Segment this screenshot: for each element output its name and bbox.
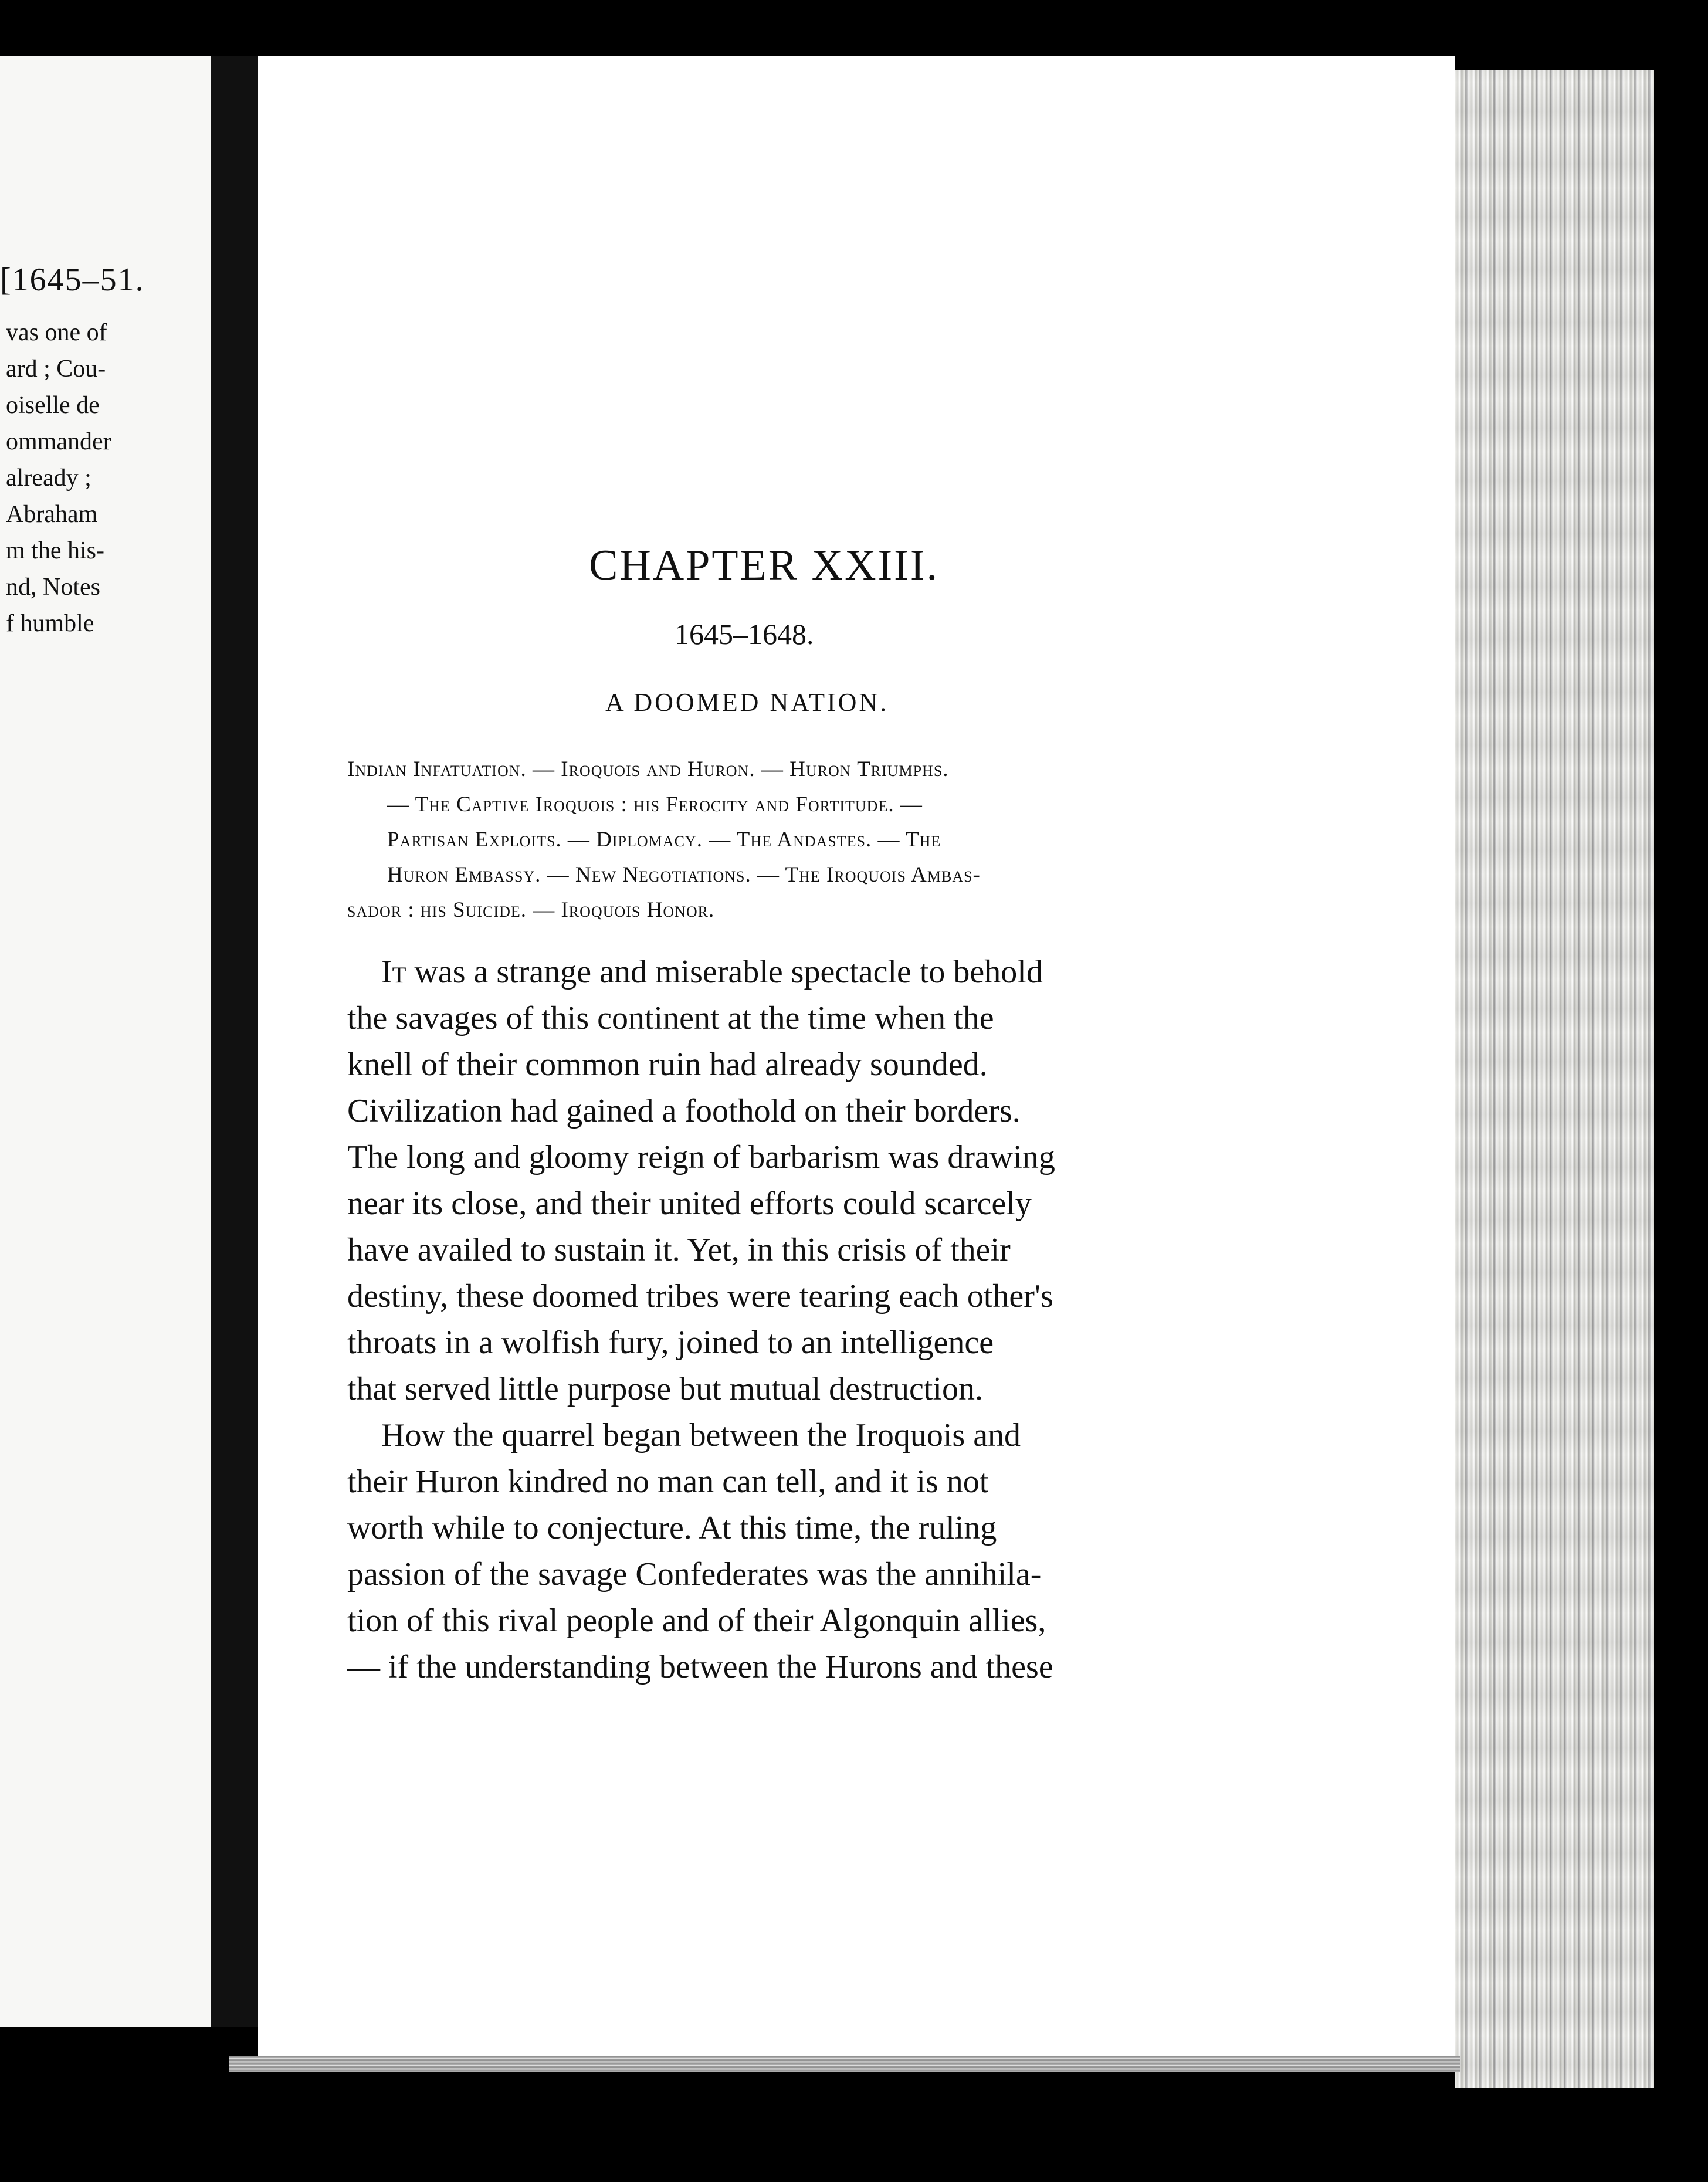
- body-line: — if the understanding between the Hurons and these: [347, 1649, 1053, 1685]
- facing-page-line: already ;: [6, 465, 92, 492]
- chapter-summary-line: Huron Embassy. — New Negotiations. — The Iroquois Ambas-: [387, 863, 981, 887]
- page-fore-edge-shading: [1455, 70, 1654, 2088]
- facing-page-line: ard ; Cou-: [6, 355, 106, 382]
- body-line: It was a strange and miserable spectacle to behold: [381, 954, 1043, 990]
- facing-page-line: f humble: [6, 610, 94, 637]
- body-line: their Huron kindred no man can tell, and it is not: [347, 1463, 989, 1500]
- body-line: that served little purpose but mutual destruction.: [347, 1371, 983, 1407]
- body-line: the savages of this continent at the time when the: [347, 1000, 994, 1036]
- chapter-summary-line: Indian Infatuation. — Iroquois and Huron. — Huron Triumphs.: [347, 757, 949, 781]
- body-line: knell of their common ruin had already sounded.: [347, 1046, 988, 1083]
- chapter-years: 1645–1648.: [675, 618, 814, 650]
- body-line: passion of the savage Confederates was the annihila-: [347, 1556, 1042, 1593]
- facing-page-line: oiselle de: [6, 392, 100, 419]
- body-line: worth while to conjecture. At this time, the ruling: [347, 1510, 997, 1546]
- chapter-heading: CHAPTER XXIII.: [589, 541, 939, 589]
- chapter-summary-line: Partisan Exploits. — Diplomacy. — The Andastes. — The: [387, 828, 941, 852]
- running-header: [1645–51.: [0, 262, 145, 298]
- body-line: destiny, these doomed tribes were tearing each other's: [347, 1278, 1053, 1314]
- facing-page-line: ommander: [6, 428, 111, 455]
- chapter-summary-line: sador : his Suicide. — Iroquois Honor.: [347, 898, 715, 922]
- chapter-summary-line: — The Captive Iroquois : his Ferocity and Fortitude. —: [387, 792, 923, 816]
- facing-page: [0, 56, 229, 2027]
- body-line: throats in a wolfish fury, joined to an intelligence: [347, 1324, 994, 1361]
- facing-page-line: nd, Notes: [6, 574, 100, 601]
- body-line: near its close, and their united efforts could scarcely: [347, 1185, 1032, 1222]
- body-line: Civilization had gained a foothold on their borders.: [347, 1093, 1021, 1129]
- body-line: How the quarrel began between the Iroquois and: [381, 1417, 1021, 1453]
- facing-page-line: m the his-: [6, 537, 104, 564]
- chapter-title: A DOOMED NATION.: [605, 688, 889, 717]
- body-line: The long and gloomy reign of barbarism was drawing: [347, 1139, 1055, 1175]
- body-first-word: It: [381, 954, 406, 990]
- book-gutter: [211, 56, 258, 2027]
- facing-page-line: Abraham: [6, 501, 98, 528]
- facing-page-line: vas one of: [6, 319, 107, 346]
- body-line: tion of this rival people and of their Algonquin allies,: [347, 1602, 1046, 1639]
- body-line: have availed to sustain it. Yet, in this crisis of their: [347, 1232, 1011, 1268]
- page-bottom-edge: [229, 2056, 1460, 2072]
